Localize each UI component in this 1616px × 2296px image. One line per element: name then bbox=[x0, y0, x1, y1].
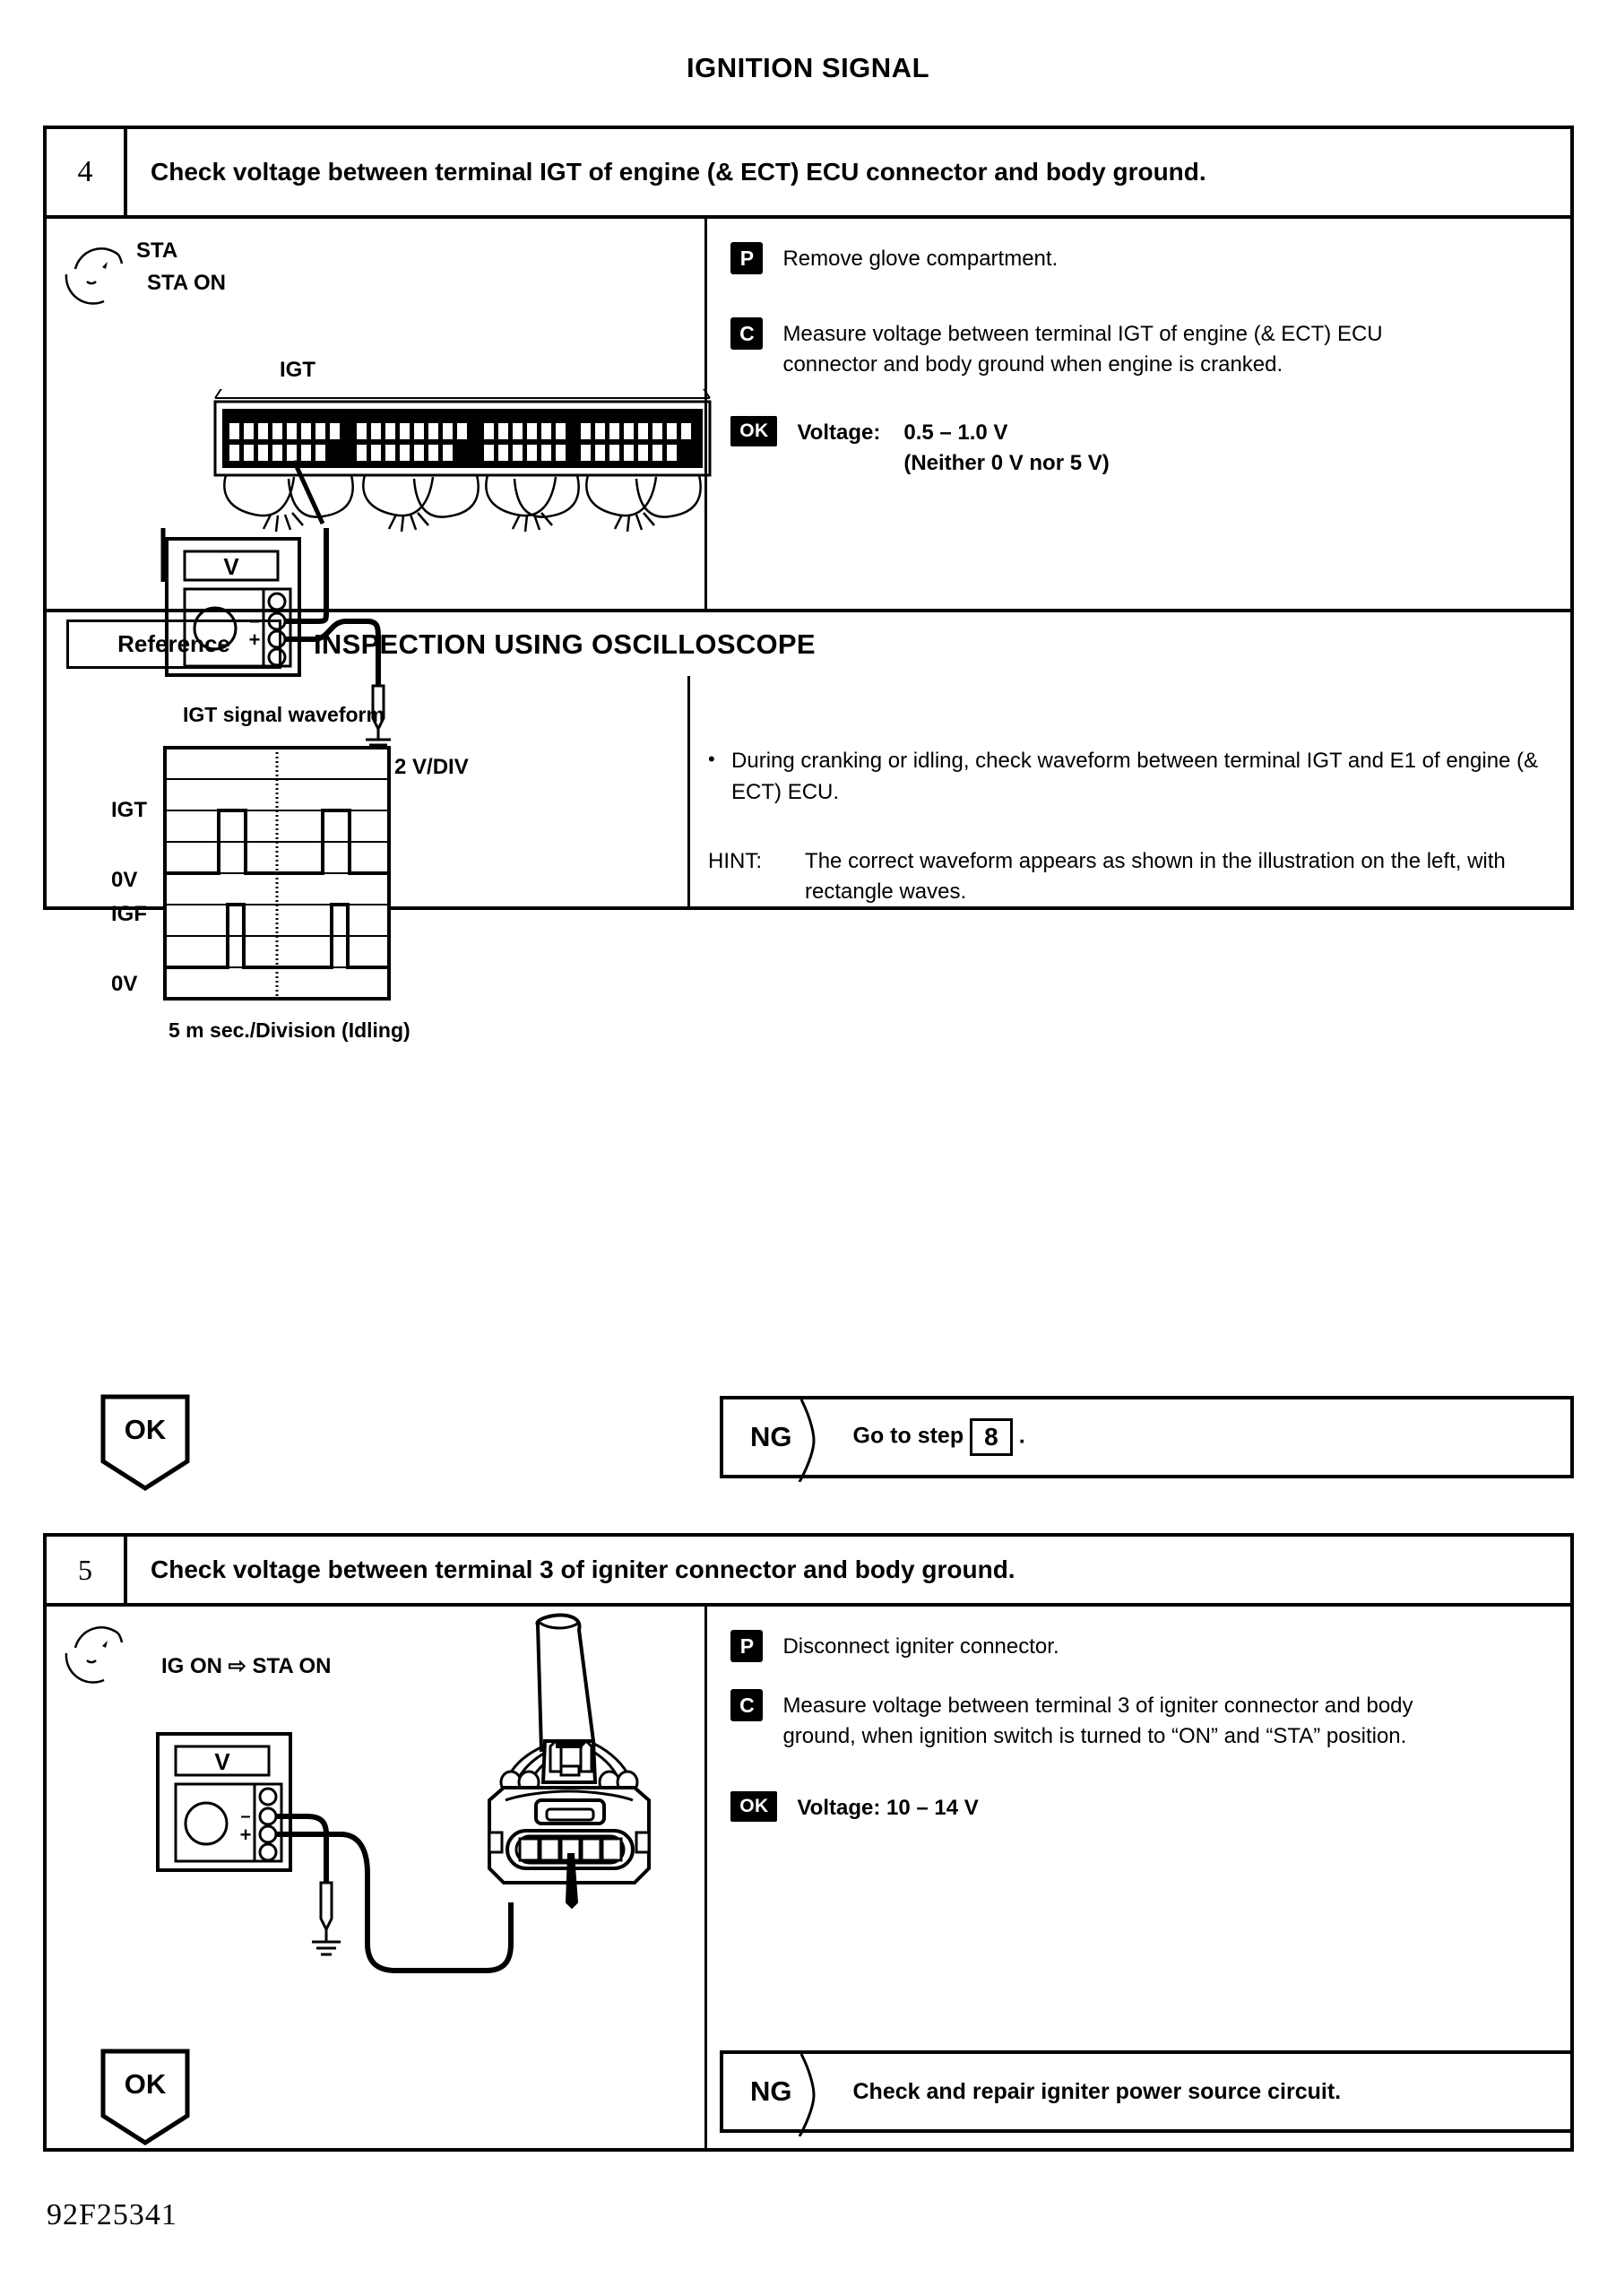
step-4-number: 4 bbox=[47, 129, 127, 215]
badge-c: C bbox=[730, 317, 763, 350]
badge-ok: OK bbox=[730, 1791, 777, 1822]
ng-action-step4 bbox=[828, 1418, 1025, 1456]
instruction-row bbox=[730, 1630, 1551, 1662]
instruction-text: Measure voltage between terminal 3 of igniter connector and body ground, when ignition switch is turned to “ON” and “STA” position. bbox=[782, 1694, 1413, 1749]
igt-terminal-label: IGT bbox=[280, 358, 315, 382]
ng-label-step4: NG bbox=[750, 1421, 792, 1452]
instruction-row bbox=[730, 1689, 1551, 1752]
hint-label: HINT: bbox=[708, 848, 763, 873]
waveform-ylabel-0v-1: 0V bbox=[111, 868, 138, 892]
step-4-instructions bbox=[704, 219, 1570, 609]
go-to-step-text: Go to step bbox=[852, 1423, 964, 1449]
reference-bullet-text: During cranking or idling, check waveform between terminal IGT and E1 of engine (& ECT) ECU. bbox=[731, 749, 1539, 804]
chevron-right-icon bbox=[798, 2054, 828, 2129]
oscilloscope-illustration bbox=[47, 676, 687, 1042]
sta-on-label: STA ON bbox=[147, 271, 226, 295]
instruction-row bbox=[730, 242, 1551, 274]
step-5-title: Check voltage between terminal 3 of igniter connector and body ground. bbox=[151, 1555, 1015, 1584]
go-to-step-period: . bbox=[1018, 1423, 1025, 1449]
instruction-text: Remove glove compartment. bbox=[782, 247, 1059, 271]
badge-p: P bbox=[730, 1630, 763, 1662]
sta-label: STA bbox=[136, 238, 178, 263]
step-4-header bbox=[47, 129, 1570, 219]
voltage-note: (Neither 0 V nor 5 V) bbox=[903, 451, 1110, 476]
instruction-text: Measure voltage between terminal IGT of engine (& ECT) ECU connector and body ground when engine is cranked. bbox=[782, 322, 1383, 377]
result-row bbox=[730, 1791, 1551, 1824]
step-reference-badge[interactable]: 8 bbox=[970, 1418, 1013, 1456]
instruction-text: Disconnect igniter connector. bbox=[782, 1634, 1059, 1659]
badge-p: P bbox=[730, 242, 763, 274]
result-row bbox=[730, 416, 1551, 479]
reference-hint bbox=[708, 846, 1547, 909]
step-5-number: 5 bbox=[47, 1537, 127, 1603]
voltage-values bbox=[903, 418, 1109, 479]
ig-sta-sequence-label: IG ON ⇨ STA ON bbox=[161, 1654, 332, 1678]
svg-text:+: + bbox=[239, 1824, 252, 1846]
svg-text:–: – bbox=[240, 1806, 251, 1826]
ignition-switch-icon bbox=[63, 238, 143, 310]
bullet-icon: • bbox=[708, 748, 715, 770]
step-5-decision bbox=[0, 2049, 1616, 2156]
waveform-xlabel: 5 m sec./Division (Idling) bbox=[169, 1018, 410, 1042]
ignition-switch-icon bbox=[63, 1621, 143, 1693]
voltage-spec bbox=[797, 416, 1109, 479]
svg-text:–: – bbox=[249, 611, 260, 631]
step-4-title: Check voltage between terminal IGT of engine (& ECT) ECU connector and body ground. bbox=[151, 158, 1206, 186]
reference-tag: Reference bbox=[66, 619, 281, 669]
voltage-spec: Voltage: 10 – 14 V bbox=[797, 1796, 979, 1821]
chevron-right-icon bbox=[798, 1399, 828, 1475]
waveform-ylabel-igf: IGF bbox=[111, 902, 147, 926]
reference-band bbox=[47, 609, 1570, 676]
waveform-chart bbox=[163, 746, 396, 1006]
instruction-row bbox=[730, 317, 1551, 380]
waveform-ylabel-0v-2: 0V bbox=[111, 972, 138, 996]
svg-text:+: + bbox=[248, 628, 261, 651]
ng-box-step4[interactable] bbox=[720, 1396, 1574, 1478]
waveform-ylabel-igt: IGT bbox=[111, 798, 147, 822]
multimeter-icon bbox=[145, 1723, 683, 2019]
voltage-label: Voltage: bbox=[797, 420, 881, 446]
ecu-connector-icon bbox=[208, 389, 728, 533]
reference-notes bbox=[687, 676, 1570, 909]
step-5-header bbox=[47, 1537, 1570, 1607]
hint-text: The correct waveform appears as shown in the illustration on the left, with rectangle waves. bbox=[805, 848, 1506, 905]
step-4-decision bbox=[0, 1394, 1616, 1502]
waveform-vdiv-annotation: 2 V/DIV bbox=[394, 755, 469, 779]
ng-label-step5: NG bbox=[750, 2075, 792, 2107]
waveform-chart-title: IGT signal waveform bbox=[183, 703, 385, 726]
reference-heading: INSPECTION USING OSCILLOSCOPE bbox=[314, 628, 816, 660]
page-code: 92F25341 bbox=[47, 2198, 177, 2231]
badge-ok: OK bbox=[730, 416, 777, 446]
voltage-range: 0.5 – 1.0 V bbox=[903, 420, 1008, 446]
svg-text:V: V bbox=[214, 1748, 230, 1775]
ok-badge-step4[interactable] bbox=[99, 1394, 192, 1491]
svg-text:V: V bbox=[223, 553, 239, 580]
page-title: IGNITION SIGNAL bbox=[687, 52, 929, 83]
ng-action-step5: Check and repair igniter power source circuit. bbox=[852, 2078, 1342, 2104]
ok-badge-step5[interactable] bbox=[99, 2049, 192, 2145]
ok-label-step5: OK bbox=[124, 2068, 167, 2100]
step-4-box bbox=[43, 126, 1574, 1042]
badge-c: C bbox=[730, 1689, 763, 1721]
ng-box-step5[interactable] bbox=[720, 2050, 1574, 2133]
reference-body bbox=[47, 676, 1570, 1042]
reference-bullet bbox=[708, 746, 1547, 809]
ok-label-step4: OK bbox=[124, 1414, 167, 1445]
